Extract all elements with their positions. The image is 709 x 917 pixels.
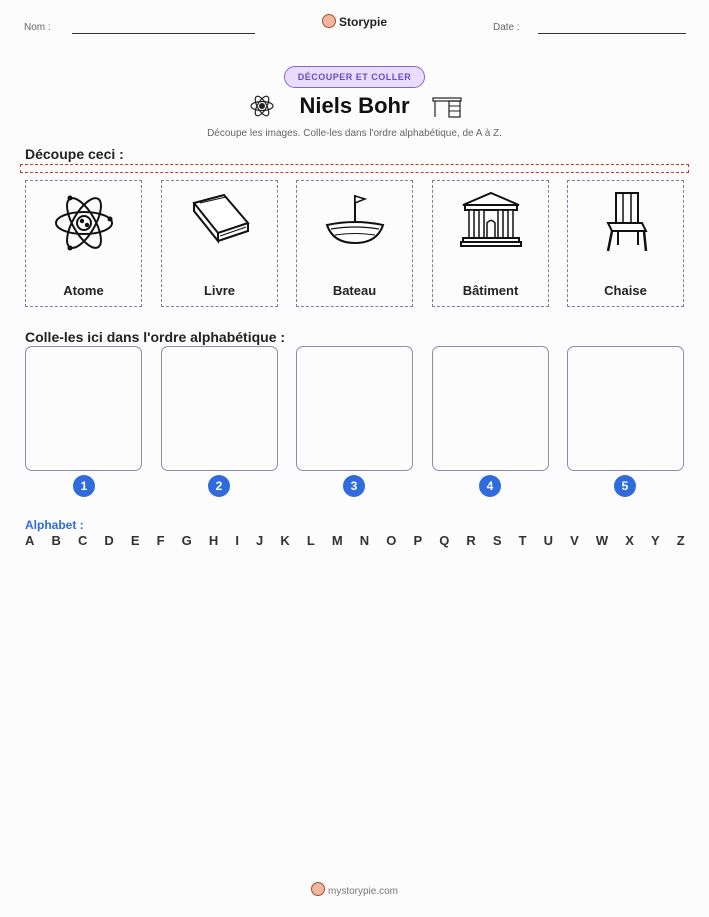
alphabet-letter: D [104, 533, 114, 548]
paste-heading: Colle-les ici dans l'ordre alphabétique : [25, 329, 286, 345]
footer [0, 882, 709, 897]
slot-number: 5 [614, 475, 636, 497]
card-label: Chaise [604, 283, 647, 298]
building-icon [459, 189, 523, 253]
instructions: Découpe les images. Colle-les dans l'ordre alphabétique, de A à Z. [207, 128, 502, 139]
slot-number: 3 [343, 475, 365, 497]
alphabet-letter: I [235, 533, 239, 548]
alphabet-letter: E [130, 533, 140, 548]
brand-name: Storypie [338, 15, 387, 29]
alphabet-letter: L [306, 533, 315, 548]
alphabet-letter: F [156, 533, 165, 548]
card-label: Livre [203, 283, 236, 298]
title-desk-icon [432, 95, 462, 119]
cut-line [20, 164, 689, 173]
cut-heading: Découpe ceci : [25, 146, 124, 162]
paste-slot-2[interactable] [161, 346, 278, 471]
alphabet-letter: B [51, 533, 61, 548]
alphabet-letter: R [466, 533, 476, 548]
cut-card-chair[interactable] [567, 180, 684, 307]
alphabet-letter: Q [439, 533, 450, 548]
paste-slot-5[interactable] [567, 346, 684, 471]
alphabet-letter: U [543, 533, 554, 548]
paste-slot-3[interactable] [296, 346, 413, 471]
alphabet-letter: W [595, 533, 609, 548]
alphabet-letter: M [331, 533, 343, 548]
card-label: Bâtiment [462, 283, 519, 298]
brand-logo [0, 14, 709, 29]
alphabet-letter: V [570, 533, 579, 548]
alphabet-letter: C [77, 533, 88, 548]
boat-icon [323, 189, 387, 253]
book-icon [188, 189, 252, 253]
atom-icon [52, 189, 116, 253]
storypie-logo-icon [322, 14, 336, 28]
alphabet-letter: T [518, 533, 527, 548]
alphabet-letter: Z [676, 533, 685, 548]
alphabet-letter: H [208, 533, 219, 548]
alphabet-letter: G [181, 533, 192, 548]
cut-card-atom[interactable] [25, 180, 142, 307]
paste-slot-1[interactable] [25, 346, 142, 471]
alphabet-letter: O [386, 533, 397, 548]
alphabet-letter: K [280, 533, 290, 548]
chair-icon [594, 189, 658, 253]
cut-card-book[interactable] [161, 180, 278, 307]
activity-badge: DÉCOUPER ET COLLER [284, 66, 425, 88]
alphabet-letter: J [256, 533, 264, 548]
alphabet-heading: Alphabet : [25, 518, 84, 532]
slot-number: 4 [479, 475, 501, 497]
name-line[interactable] [72, 33, 255, 34]
storypie-footer-icon [311, 882, 325, 896]
alphabet-letter: A [25, 533, 35, 548]
card-label: Bateau [332, 283, 377, 298]
card-label: Atome [63, 283, 104, 298]
name-label: Nom : [24, 22, 51, 33]
alphabet-letter: S [492, 533, 502, 548]
alphabet-letter: N [359, 533, 370, 548]
alphabet-letter: X [625, 533, 634, 548]
date-label: Date : [493, 22, 520, 33]
cut-card-boat[interactable] [296, 180, 413, 307]
date-line[interactable] [538, 33, 686, 34]
paste-slot-4[interactable] [432, 346, 549, 471]
alphabet-letter: P [413, 533, 423, 548]
alphabet-row [25, 533, 685, 548]
page-title: Niels Bohr [299, 93, 410, 118]
footer-url: mystorypie.com [327, 886, 398, 897]
slot-number: 1 [73, 475, 95, 497]
slot-number: 2 [208, 475, 230, 497]
alphabet-letter: Y [650, 533, 660, 548]
cut-card-building[interactable] [432, 180, 549, 307]
